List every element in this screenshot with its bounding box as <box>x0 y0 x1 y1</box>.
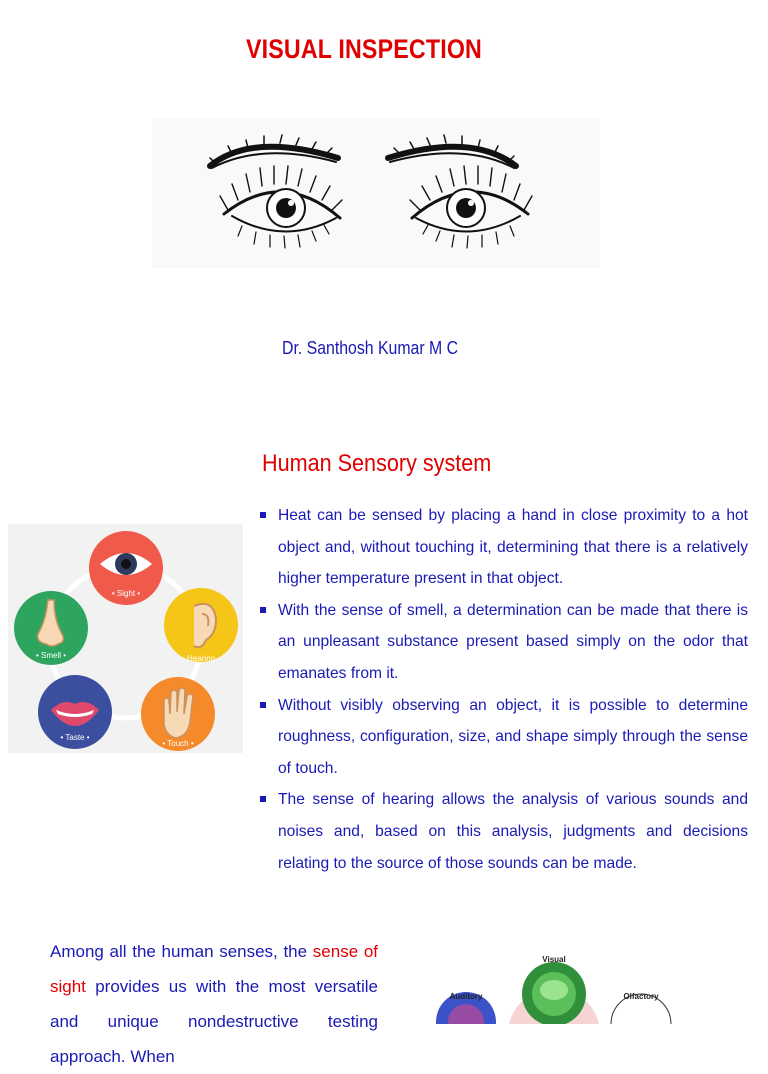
senses-venn-diagram <box>420 950 690 1024</box>
smell-circle <box>14 591 88 665</box>
bullet-heat: Heat can be sensed by placing a hand in close proximity to a hot object and, without touching it, determining that there is a relatively higher temperature present in that object. <box>258 500 748 595</box>
touch-label: • Touch • <box>162 739 194 748</box>
smell-label: • Smell • <box>35 651 67 660</box>
hearing-circle <box>164 588 238 663</box>
five-senses-illustration <box>8 524 243 753</box>
auditory-label: Auditory <box>449 992 483 1001</box>
bullet-touch: Without visibly observing an object, it is possible to determine roughness, configuration, size, and shape simply through the sense of touch. <box>258 690 748 785</box>
paragraph-text-1: Among all the human senses, the <box>50 942 313 961</box>
visual-label: Visual <box>542 955 566 964</box>
sight-circle <box>89 531 163 605</box>
hearing-label: Hearing <box>186 654 216 663</box>
sensory-bullet-list <box>258 500 748 879</box>
slide-title: VISUAL INSPECTION <box>245 34 483 64</box>
taste-label: • Taste • <box>60 733 90 742</box>
touch-circle <box>141 677 215 751</box>
sight-paragraph <box>50 934 378 1074</box>
eyes-illustration <box>152 118 600 268</box>
author-name: Dr. Santhosh Kumar M C <box>282 338 459 358</box>
paragraph-text-2: provides us with the most versatile and unique nondestructive testing approach. When <box>50 977 378 1066</box>
section-title: Human Sensory system <box>262 450 492 477</box>
sight-label: • Sight • <box>111 589 141 598</box>
taste-circle <box>38 675 112 749</box>
olfactory-label: Olfactory <box>623 992 659 1001</box>
bullet-hearing: The sense of hearing allows the analysis of various sounds and noises and, based on this analysis, judgments and decisions relating to the source of those sounds can be made. <box>258 784 748 879</box>
bullet-smell: With the sense of smell, a determination can be made that there is an unpleasant substance present based simply on the odor that emanates from it. <box>258 595 748 690</box>
sense-of-sight-highlight: sense of sight <box>50 942 379 996</box>
